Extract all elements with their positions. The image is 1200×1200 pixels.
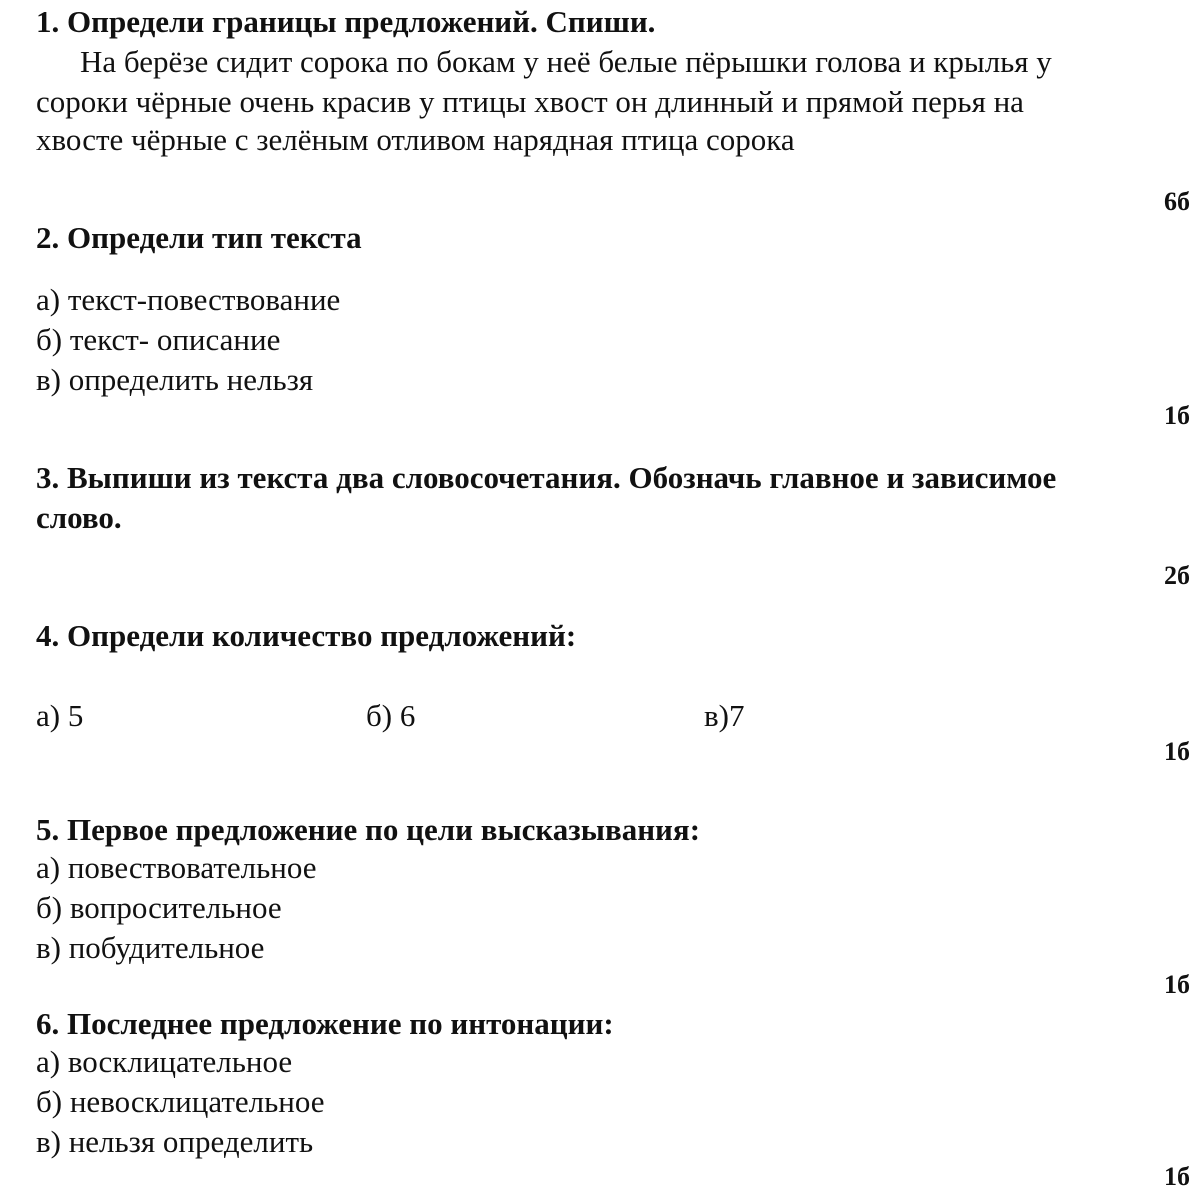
task-2-option-a: а) текст-повествование	[36, 282, 341, 317]
task-5-option-a: а) повествовательное	[36, 850, 317, 885]
task-4-option-c: в)7	[704, 698, 745, 733]
task-1-score: 6б	[1164, 187, 1190, 216]
task-5-title: 5. Первое предложение по цели высказывания:	[36, 812, 701, 847]
task-6-score: 1б	[1164, 1162, 1190, 1191]
task-2-title: 2. Определи тип текста	[36, 220, 362, 255]
task-3-score: 2б	[1164, 561, 1190, 590]
task-5-score: 1б	[1164, 970, 1190, 999]
task-3-title-line-2: слово.	[36, 500, 122, 535]
task-2-option-c: в) определить нельзя	[36, 362, 314, 397]
task-2-score: 1б	[1164, 401, 1190, 430]
task-1-text-line-3: хвосте чёрные с зелёным отливом нарядная птица сорока	[36, 122, 795, 157]
task-1-text-line-1: На берёзе сидит сорока по бокам у неё белые пёрышки голова и крылья у	[80, 44, 1052, 79]
task-4-option-a: а) 5	[36, 698, 84, 733]
task-4-score: 1б	[1164, 737, 1190, 766]
task-5-option-b: б) вопросительное	[36, 890, 282, 925]
task-4-title: 4. Определи количество предложений:	[36, 618, 577, 653]
task-3-title-line-1: 3. Выпиши из текста два словосочетания. Обозначь главное и зависимое	[36, 460, 1057, 495]
task-5-option-c: в) побудительное	[36, 930, 265, 965]
task-6-option-b: б) невосклицательное	[36, 1084, 325, 1119]
task-4-option-b: б) 6	[366, 698, 416, 733]
task-1-title: 1. Определи границы предложений. Спиши.	[36, 4, 656, 39]
task-1-text-line-2: сороки чёрные очень красив у птицы хвост он длинный и прямой перья на	[36, 84, 1024, 119]
task-2-option-b: б) текст- описание	[36, 322, 281, 357]
task-6-title: 6. Последнее предложение по интонации:	[36, 1006, 614, 1041]
task-6-option-c: в) нельзя определить	[36, 1124, 314, 1159]
task-6-option-a: а) восклицательное	[36, 1044, 293, 1079]
